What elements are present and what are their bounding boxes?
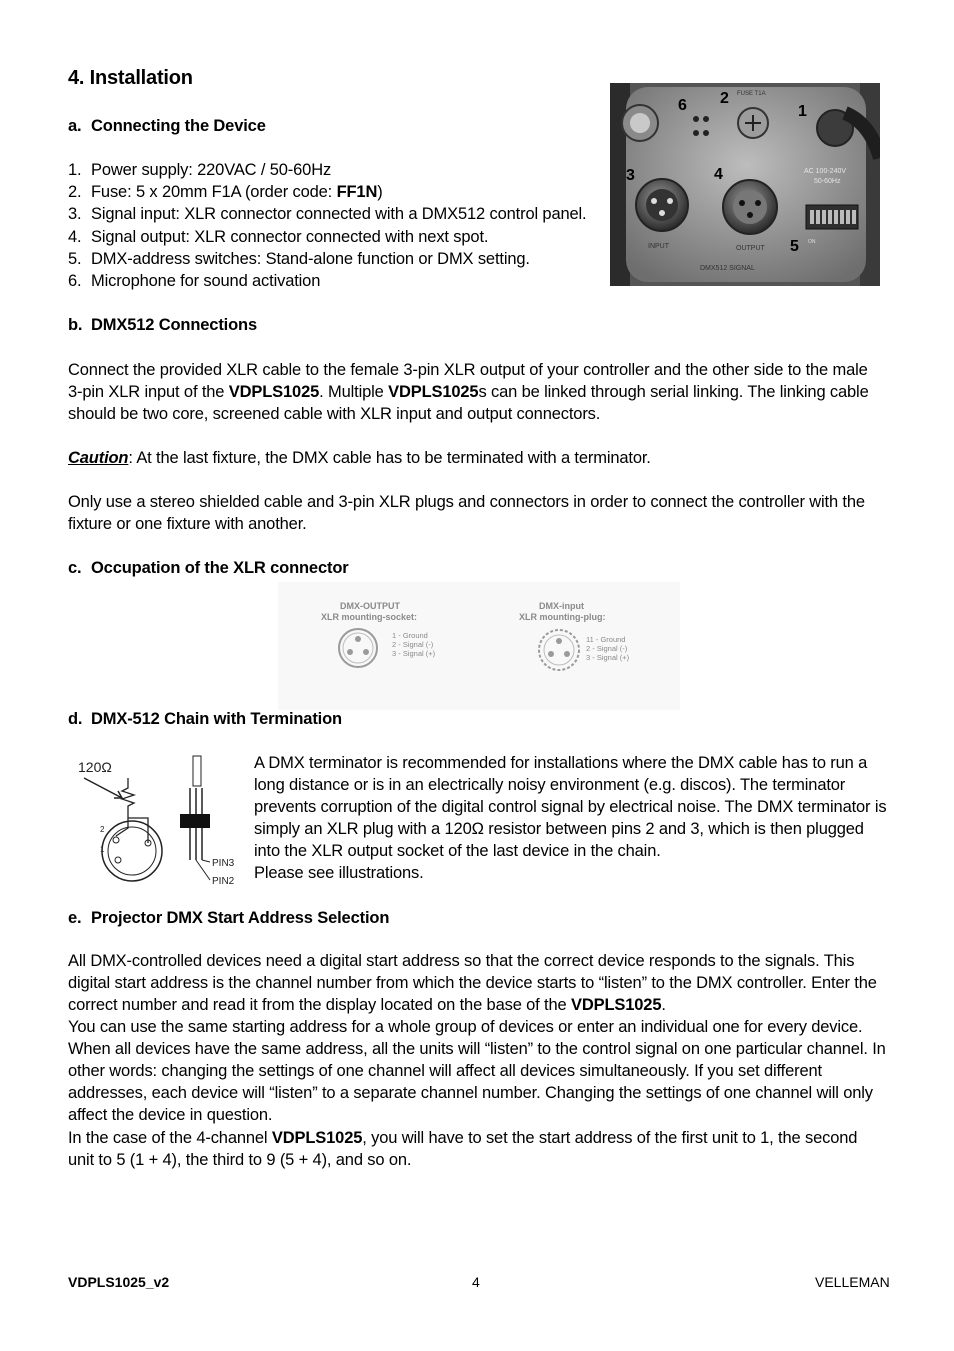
subheading-xlr-occupation: c. Occupation of the XLR connector xyxy=(68,559,349,577)
footer-page-number: 4 xyxy=(472,1274,480,1290)
svg-text:1: 1 xyxy=(798,103,807,120)
list-item: 4. Signal output: XLR connector connected with next spot. xyxy=(68,227,489,246)
svg-text:2: 2 xyxy=(720,90,729,107)
subheading-connecting-device: a. Connecting the Device xyxy=(68,117,266,135)
svg-text:2 - Signal (-): 2 - Signal (-) xyxy=(586,644,628,653)
svg-text:XLR mounting-socket:: XLR mounting-socket: xyxy=(321,612,417,622)
subheading-dmx-chain: d. DMX-512 Chain with Termination xyxy=(68,710,342,728)
address-group-paragraph: You can use the same starting address for a whole group of devices or enter an individual one for every device. When all devices have the same address, all the units will “listen” to the control signal on one particular channel. In other words: changing the settings of one channel will affect all devices simultaneously. If you set different addresses, each device will “listen” to a separate channel number. Changing the settings of one channel will only affect the device in question. xyxy=(68,1018,886,1124)
svg-text:3 - Signal (+): 3 - Signal (+) xyxy=(586,653,630,662)
svg-text:11 - Ground: 11 - Ground xyxy=(586,635,626,644)
svg-text:PIN3: PIN3 xyxy=(212,858,235,869)
svg-text:3: 3 xyxy=(626,167,635,184)
svg-text:4: 4 xyxy=(714,166,723,183)
svg-text:XLR mounting-plug:: XLR mounting-plug: xyxy=(519,612,606,622)
section-title: 4. Installation xyxy=(68,67,193,89)
svg-text:5: 5 xyxy=(790,238,799,255)
start-address-paragraph: All DMX-controlled devices need a digital start address so that the correct device responds to the signals. This digital start address is the channel number from which the device starts to “listen” to the DMX controller. Enter the correct number and read it from the display located on the base of the VDPLS1025. xyxy=(68,952,877,1014)
terminator-diagram xyxy=(70,748,242,886)
connection-list xyxy=(68,159,598,292)
svg-text:OUTPUT: OUTPUT xyxy=(736,245,765,252)
subheading-dmx512-connections: b. DMX512 Connections xyxy=(68,316,257,334)
svg-text:120Ω: 120Ω xyxy=(78,759,112,775)
svg-text:6: 6 xyxy=(678,97,687,114)
cable-paragraph: Only use a stereo shielded cable and 3-pin XLR plugs and connectors in order to connect the controller with the fixture or one fixture with another. xyxy=(68,493,865,533)
svg-text:DMX-OUTPUT: DMX-OUTPUT xyxy=(340,601,400,611)
caution-paragraph: Caution: At the last fixture, the DMX cable has to be terminated with a terminator. xyxy=(68,449,651,467)
dmx-connection-paragraph: Connect the provided XLR cable to the female 3-pin XLR output of your controller and the other side to the male 3-pin XLR input of the VDPLS1025. Multiple VDPLS1025s can be linked through serial linking. The linking cable should be two core, screened cable with XLR input and output connectors. xyxy=(68,361,869,423)
svg-text:PIN2: PIN2 xyxy=(212,876,235,886)
footer-brand: VELLEMAN xyxy=(815,1274,890,1290)
svg-text:ON: ON xyxy=(808,239,816,245)
list-item: 6. Microphone for sound activation xyxy=(68,272,321,291)
four-channel-paragraph: In the case of the 4-channel VDPLS1025, you will have to set the start address of the first unit to 1, the second unit to 5 (1 + 4), the third to 9 (5 + 4), and so on. xyxy=(68,1129,858,1169)
svg-text:DMX512 SIGNAL: DMX512 SIGNAL xyxy=(700,265,755,272)
svg-text:3 - Signal (+): 3 - Signal (+) xyxy=(392,649,436,658)
rear-panel-photo xyxy=(610,83,880,286)
svg-text:2 - Signal (-): 2 - Signal (-) xyxy=(392,640,434,649)
list-item: 2. Fuse: 5 x 20mm F1A (order code: FF1N) xyxy=(68,183,383,202)
list-item: 5. DMX-address switches: Stand-alone function or DMX setting. xyxy=(68,249,530,268)
svg-text:1: 1 xyxy=(100,845,105,854)
svg-text:FUSE T1A: FUSE T1A xyxy=(737,91,766,97)
list-item: 1. Power supply: 220VAC / 50-60Hz xyxy=(68,161,332,179)
subheading-start-address: e. Projector DMX Start Address Selection xyxy=(68,909,390,927)
terminator-paragraph: A DMX terminator is recommended for installations where the DMX cable has to run a long distance or is in an electrically noisy environment (e.g. discos). The terminator prevents corruption of the digital control signal by electrical noise. The DMX terminator is simply an XLR plug with a 120Ω resistor between pins 2 and 3, which is then plugged into the XLR output socket of the last device in the chain. Please see illustrations. xyxy=(254,754,887,882)
svg-text:50-60Hz: 50-60Hz xyxy=(814,178,841,185)
list-item: 3. Signal input: XLR connector connected with a DMX512 control panel. xyxy=(68,205,587,224)
xlr-pinout-diagram xyxy=(278,582,680,710)
svg-text:2: 2 xyxy=(100,825,105,834)
svg-text:DMX-input: DMX-input xyxy=(539,601,584,611)
svg-text:INPUT: INPUT xyxy=(648,243,669,250)
svg-text:AC 100-240V: AC 100-240V xyxy=(804,168,847,175)
footer-model: VDPLS1025_v2 xyxy=(68,1274,170,1290)
svg-text:1 - Ground: 1 - Ground xyxy=(392,631,428,640)
